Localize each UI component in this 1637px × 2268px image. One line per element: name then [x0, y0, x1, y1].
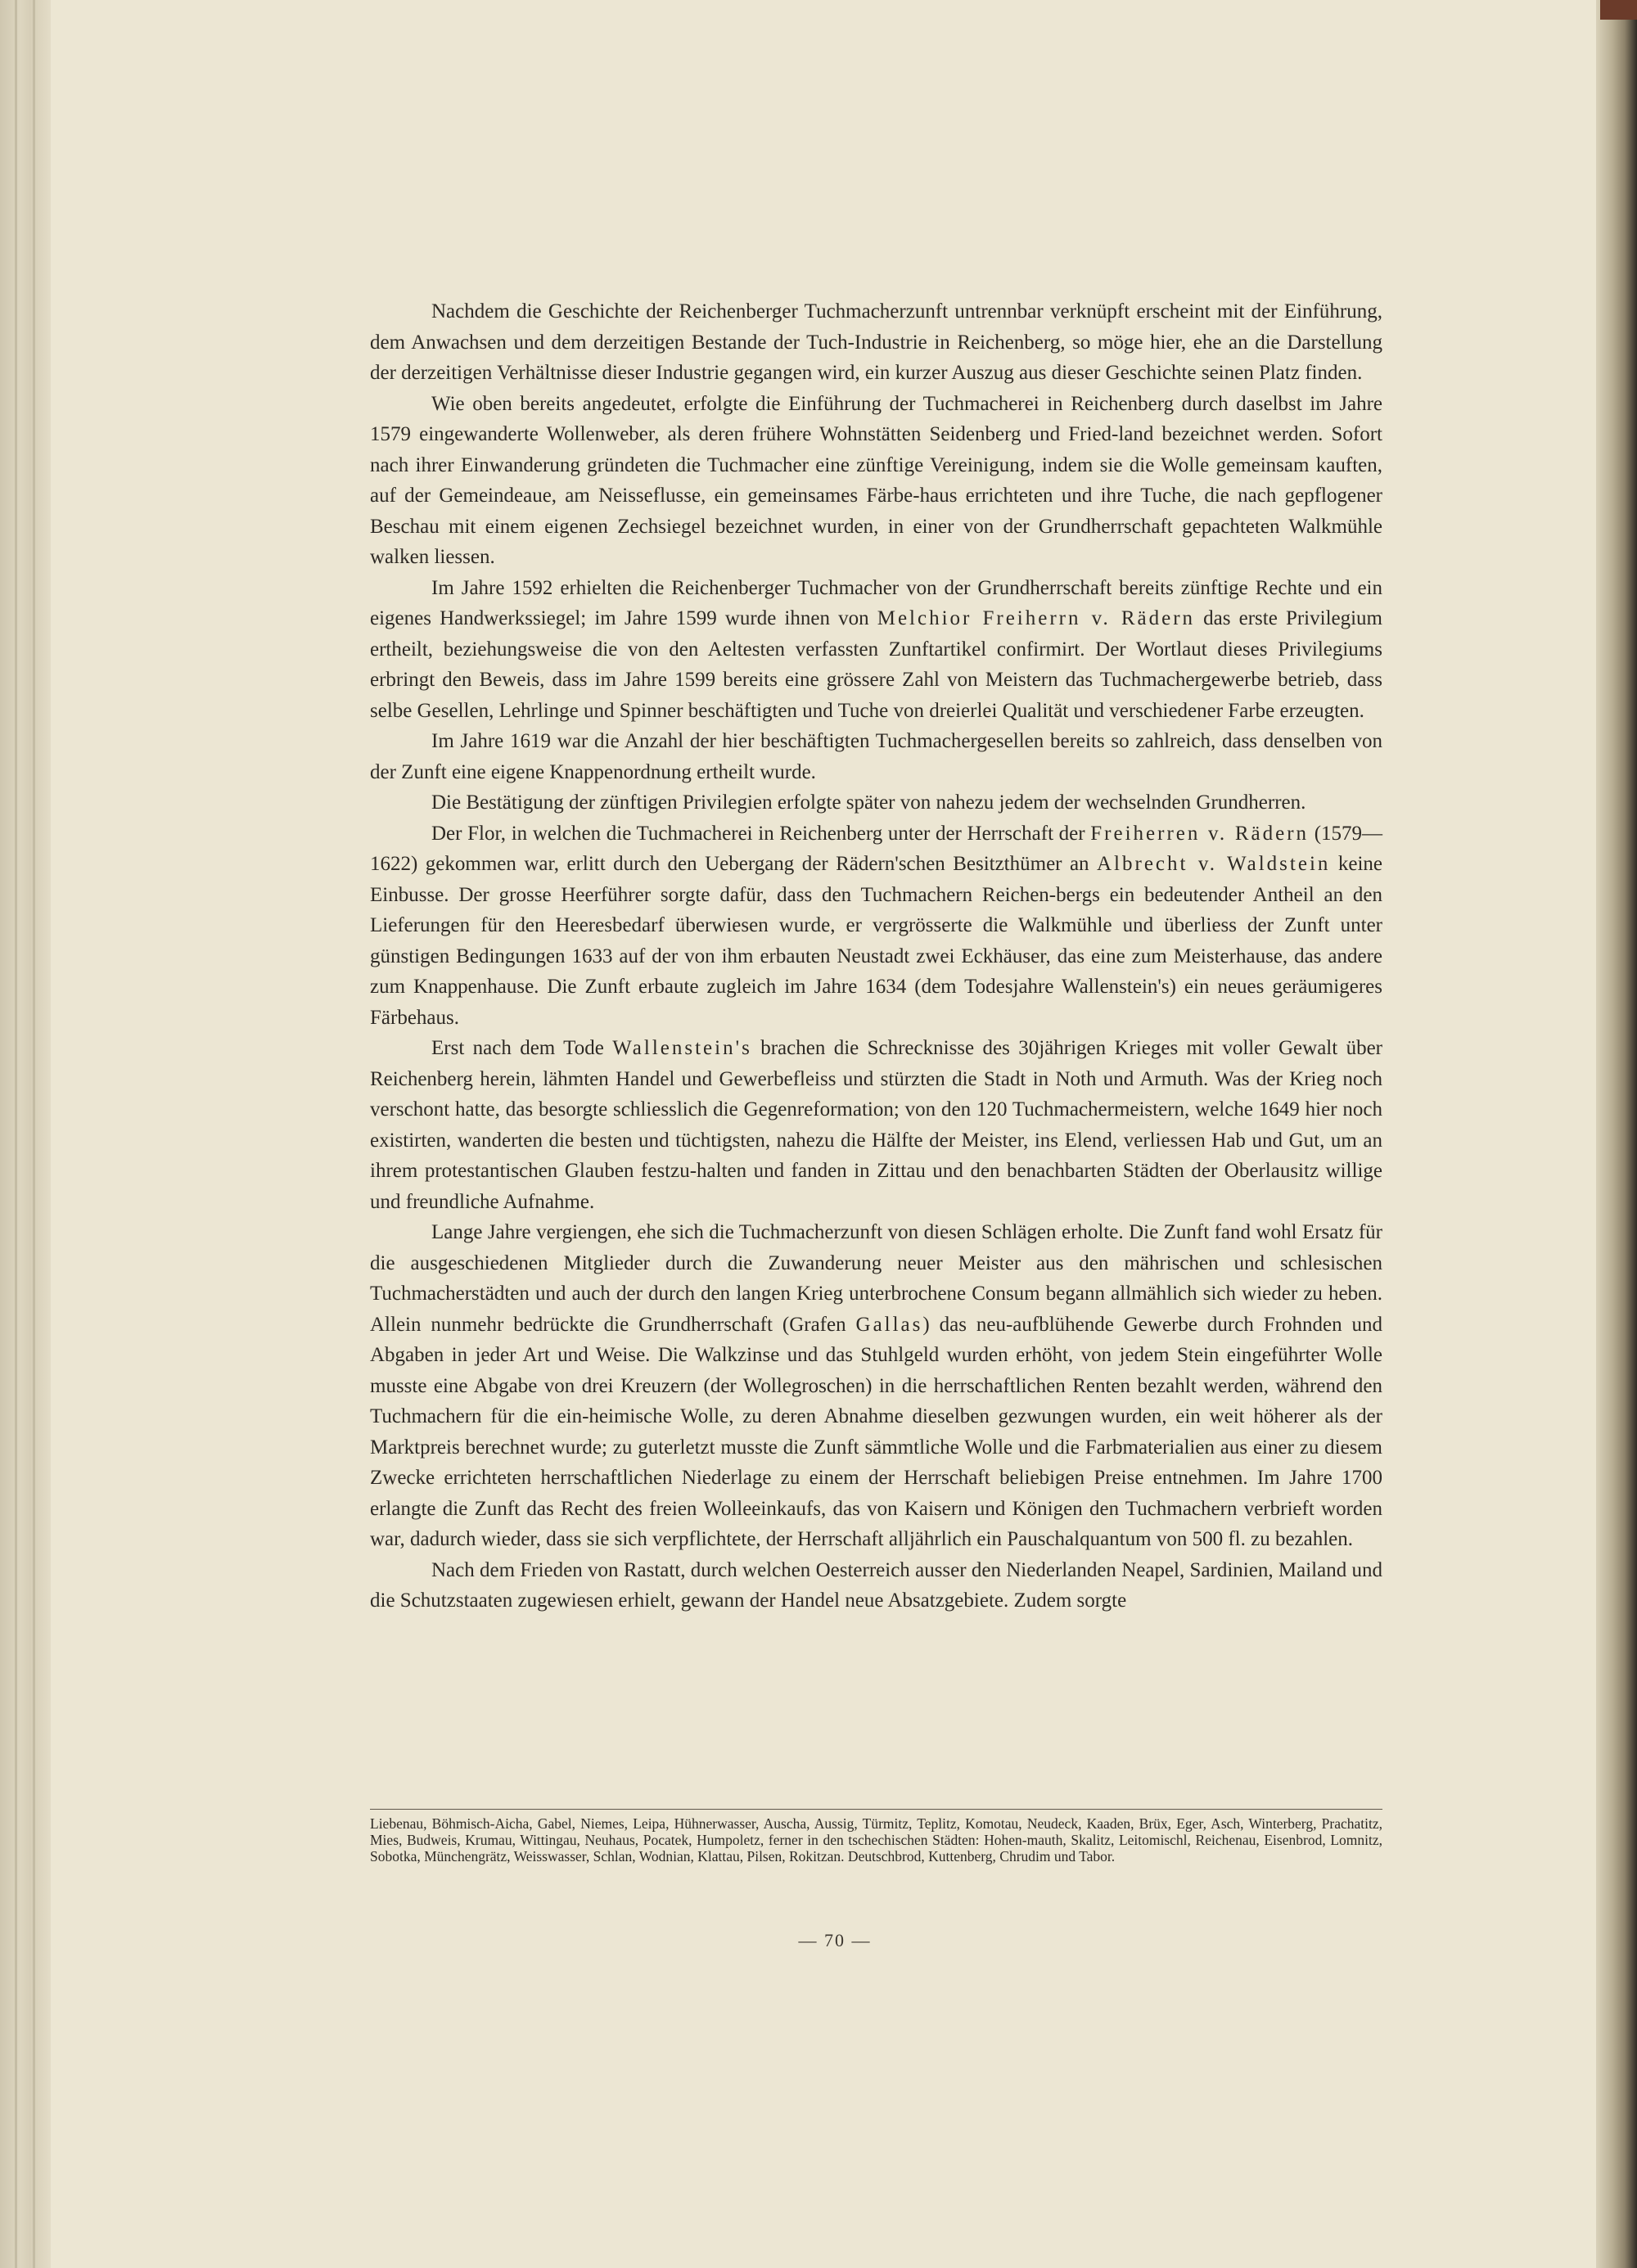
footnote-divider — [370, 1809, 1382, 1810]
corner-bookmark — [1600, 0, 1637, 20]
paragraph-3: Im Jahre 1592 erhielten die Reichenberger Tuchmacher von der Grundherrschaft bereits zünftige Rechte und ein eigenes Handwerkssiegel; im Jahre 1599 wurde ihnen von Melchior Freiherrn v. Rädern das erste Privilegium ertheilt, beziehungsweise die von den Aeltesten verfassten Zunftartikel confirmirt. Der Wortlaut dieses Privilegiums erbringt den Beweis, dass im Jahre 1599 bereits eine grössere Zahl von Meistern das Tuchmachergewerbe betrieb, dass selbe Gesellen, Lehrlinge und Spinner beschäftigten und Tuche von dreierlei Qualität und verschiedener Farbe erzeugten. — [370, 576, 1382, 722]
paragraph-6: Der Flor, in welchen die Tuchmacherei in Reichenberg unter der Herrschaft der Freiherren v. Rädern (1579—1622) gekommen war, erlitt durch den Uebergang der Rädern'schen Besitzthümer an Albrecht v. Waldstein keine Einbusse. Der grosse Heerführer sorgte dafür, dass den Tuchmachern Reichen-bergs ein bedeutender Antheil an den Lieferungen für den Heeresbedarf überwiesen wurde, er vergrösserte die Walkmühle und überliess der Zunft unter günstigen Bedingungen 1633 auf der von ihm erbauten Neustadt zwei Eckhäuser, das eine zum Meisterhause, das andere zum Knappenhause. Die Zunft erbaute zugleich im Jahre 1634 (dem Todesjahre Wallenstein's) ein neues geräumigeres Färbehaus. — [370, 822, 1383, 1029]
page-number: — 70 — — [798, 1930, 872, 1950]
paragraph-9: Nach dem Frieden von Rastatt, durch welchen Oesterreich ausser den Niederlanden Neapel, Sardinien, Mailand und die Schutzstaaten zugewiesen erhielt, gewann der Handel neue Absatzgebiete. Zudem sorgte — [370, 1558, 1382, 1612]
right-page-edge — [1596, 0, 1637, 2268]
spaced-name: Freiherren v. Rädern — [1090, 822, 1310, 845]
left-binding-edge — [0, 0, 51, 2268]
paragraph-2: Wie oben bereits angedeutet, erfolgte die Einführung der Tuchmacherei in Reichenberg durch daselbst im Jahre 1579 eingewanderte Wollenweber, als deren frühere Wohnstätten Seidenberg und Fried-land bezeichnet werden. Sofort nach ihrer Einwanderung gründeten die Tuchmacher eine zünftige Vereinigung, indem sie die Wolle gemeinsam kauften, auf der Gemeindeaue, am Neisseflusse, ein gemeinsames Färbe-haus errichteten und ihre Tuche, die nach gepflogener Beschau mit einem eigenen Zechsiegel bezeichnet wurden, in einer von der Grundherrschaft gepachteten Walkmühle walken liessen. — [370, 392, 1382, 568]
main-text — [370, 296, 1382, 1616]
paragraph-8: Lange Jahre vergiengen, ehe sich die Tuchmacherzunft von diesen Schlägen erholte. Die Zunft fand wohl Ersatz für die ausgeschiedenen Mitglieder durch die Zuwanderung neuer Meister aus den mährischen und schlesischen Tuchmacherstädten und auch der durch den langen Krieg unterbrochene Consum begann allmählich sich wieder zu heben. Allein nunmehr bedrückte die Grundherrschaft (Grafen Gallas) das neu-aufblühende Gewerbe durch Frohnden und Abgaben in jeder Art und Weise. Die Walkzinse und das Stuhlgeld wurden erhöht, von jedem Stein eingeführter Wolle musste eine Abgabe von drei Kreuzern (der Wollegroschen) in die herrschaftlichen Renten bezahlt werden, während den Tuchmachern für die ein-heimische Wolle, zu deren Abnahme dieselben gezwungen wurden, ein weit höherer als der Marktpreis berechnet wurde; zu guterletzt musste die Zunft sämmtliche Wolle und die Farbmaterialien aus einer zu diesem Zwecke errichteten herrschaftlichen Niederlage zu einem der Herrschaft beliebigen Preise entnehmen. Im Jahre 1700 erlangte die Zunft das Recht des freien Wolleeinkaufs, das von Kaisern und Königen den Tuchmachern verbrieft worden war, dadurch wieder, dass sie sich verpflichtete, der Herrschaft alljährlich ein Pauschalquantum von 500 fl. zu bezahlen. — [370, 1221, 1382, 1550]
paragraph-1: Nachdem die Geschichte der Reichenberger Tuchmacherzunft untrennbar verknüpft erscheint mit der Einführung, dem Anwachsen und dem derzeitigen Bestande der Tuch-Industrie in Reichenberg, so möge hier, ehe an die Darstellung der derzeitigen Verhältnisse dieser Industrie gegangen wird, ein kurzer Auszug aus dieser Geschichte seinen Platz finden. — [370, 300, 1382, 384]
spaced-name: Wallenstein's — [612, 1037, 752, 1059]
spaced-name: Albrecht v. Waldstein — [1097, 853, 1331, 875]
binding-line — [33, 0, 35, 2268]
paragraph-5: Die Bestätigung der zünftigen Privilegien erfolgte später von nahezu jedem der wechselnden Grundherren. — [431, 791, 1306, 814]
binding-line — [15, 0, 17, 2268]
paragraph-7: Erst nach dem Tode Wallenstein's brachen die Schrecknisse des 30jährigen Krieges mit voller Gewalt über Reichenberg herein, lähmten Handel und Gewerbefleiss und stürzten die Stadt in Noth und Armuth. Was der Krieg noch verschont hatte, das besorgte schliesslich die Gegenreformation; von den 120 Tuchmachermeistern, welche 1649 hier noch existirten, wanderten die besten und tüchtigsten, nahezu die Hälfte der Meister, ins Elend, verliessen Hab und Gut, um an ihrem protestantischen Glauben festzu-halten und fanden in Zittau und den benachbarten Städten der Oberlausitz willige und freundliche Aufnahme. — [370, 1037, 1382, 1213]
paragraph-4: Im Jahre 1619 war die Anzahl der hier beschäftigten Tuchmachergesellen bereits so zahlreich, dass denselben von der Zunft eine eigene Knappenordnung ertheilt wurde. — [370, 730, 1382, 783]
footnote: Liebenau, Böhmisch-Aicha, Gabel, Niemes, Leipa, Hühnerwasser, Auscha, Aussig, Türmitz, Teplitz, Komotau, Neudeck, Kaaden, Brüx, Eger, Asch, Winterberg, Prachatitz, Mies, Budweis, Krumau, Wittingau, Neuhaus, Pocatek, Humpoletz, ferner in den tschechischen Städten: Hohen-mauth, Skalitz, Leitomischl, Reichenau, Eisenbrod, Lomnitz, Sobotka, Münchengrätz, Weisswasser, Schlan, Wodnian, Klattau, Pilsen, Rokitzan. Deutschbrod, Kuttenberg, Chrudim und Tabor. — [370, 1815, 1382, 1864]
spaced-name: Gallas — [855, 1313, 923, 1336]
spaced-name: Melchior Freiherrn v. Rädern — [877, 607, 1196, 629]
